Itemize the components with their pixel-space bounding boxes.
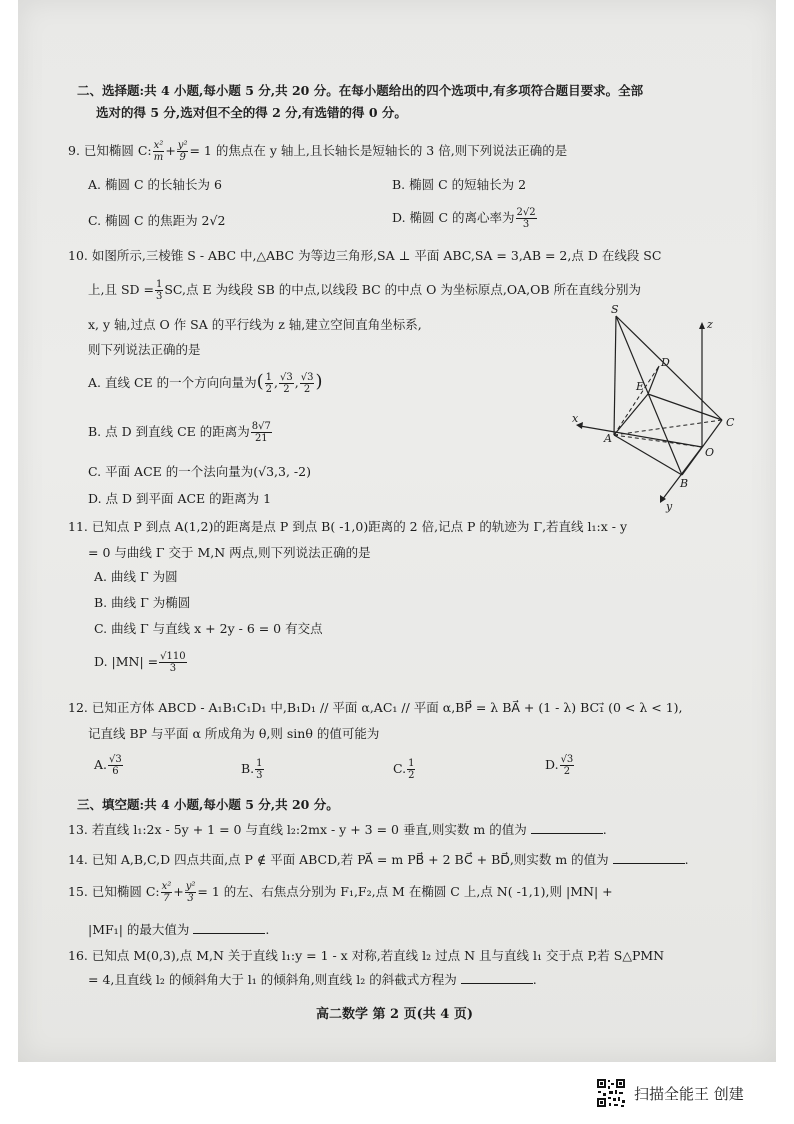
q10-line3: x, y 轴,过点 O 作 SA 的平行线为 z 轴,建立空间直角坐标系, bbox=[88, 317, 422, 332]
y-axis bbox=[662, 447, 702, 500]
label-x: x bbox=[572, 412, 579, 425]
q9-frac1: $\frac{\text{x²}}{m}$ bbox=[153, 140, 164, 163]
q9-option-b: B. 椭圆 C 的短轴长为 2 bbox=[392, 177, 527, 192]
q11-line1: 11. 已知点 P 到点 A(1,2)的距离是点 P 到点 B( -1,0)距离的 2 倍,记点 P 的轨迹为 Γ,若直线 l₁:x - y bbox=[68, 519, 628, 534]
section2-header-line2: 选对的得 5 分,选对但不全的得 2 分,有选错的得 0 分。 bbox=[96, 105, 407, 120]
scanner-label: 扫描全能王 创建 bbox=[634, 1084, 744, 1103]
q11-option-d: D. |MN| = $\frac{√110}{3}$ bbox=[94, 651, 186, 674]
q16-line1: 16. 已知点 M(0,3),点 M,N 关于直线 l₁:y = 1 - x 对称,若直线 l₂ 过点 N 且与直线 l₁ 交于点 P,若 S△PMN bbox=[68, 948, 665, 963]
q16-line2: = 4,且直线 l₂ 的倾斜角大于 l₁ 的倾斜角,则直线 l₂ 的斜截式方程为 . bbox=[88, 972, 537, 987]
edge-ac-hidden bbox=[614, 420, 722, 435]
q9-stem bbox=[68, 140, 567, 163]
q9-option-a: A. 椭圆 C 的长轴长为 6 bbox=[88, 177, 222, 192]
q15-line1: 15. 已知椭圆 C: $\frac{\text{x²}}{7}$ + $\frac{\text{y²}}{3}$ = 1 的左、右焦点分别为 F₁,F₂,点 M 在椭圆 C 上,点 N( -1,1),则 |MN| + bbox=[68, 881, 613, 904]
q14: 14. 已知 A,B,C,D 四点共面,点 P ∉ 平面 ABCD,若 PA⃗ = m PB⃗ + 2 BC⃗ + BD⃗,则实数 m 的值为 . bbox=[68, 852, 689, 867]
q12-line2: 记直线 BP 与平面 α 所成角为 θ,则 sinθ 的值可能为 bbox=[88, 726, 380, 741]
q10-line2: 上,且 SD = $\frac{1}{3}$ SC,点 E 为线段 SB 的中点,以线段 BC 的中点 O 为坐标原点,OA,OB 所在直线分别为 bbox=[88, 279, 642, 302]
label-s: S bbox=[611, 304, 619, 316]
q9-option-d: D. 椭圆 C 的离心率为 $\frac{2√2}{3}$ bbox=[392, 207, 536, 230]
q10-option-d: D. 点 D 到平面 ACE 的距离为 1 bbox=[88, 491, 272, 506]
edge-ec bbox=[648, 394, 722, 420]
label-c: C bbox=[726, 416, 735, 429]
label-b: B bbox=[680, 477, 689, 490]
section2-header-line1: 二、选择题:共 4 小题,每小题 5 分,共 20 分。在每小题给出的四个选项中,有多项符合题目要求。全部 bbox=[77, 83, 644, 98]
z-arrow-icon bbox=[699, 322, 705, 329]
q9-stem-b: = 1 的焦点在 y 轴上,且长轴长是短轴长的 3 倍,则下列说法正确的是 bbox=[189, 143, 568, 158]
q10-option-b: B. 点 D 到直线 CE 的距离为 $\frac{8√7}{21}$ bbox=[88, 421, 271, 444]
q11-option-a: A. 曲线 Γ 为圆 bbox=[94, 569, 178, 584]
q15-line2: |MF₁| 的最大值为 . bbox=[88, 922, 270, 937]
q12-option-d: D. $\frac{√3}{2}$ bbox=[545, 754, 574, 777]
q10-option-a: A. 直线 CE 的一个方向向量为( $\frac{1}{2}$ , $\frac{√3}{2}$ , $\frac{√3}{2}$ ) bbox=[88, 371, 323, 395]
edge-sa bbox=[614, 316, 616, 435]
q10-line1: 10. 如图所示,三棱锥 S - ABC 中,△ABC 为等边三角形,SA ⊥ 平面 ABC,SA = 3,AB = 2,点 D 在线段 SC bbox=[68, 248, 662, 263]
q12-option-c: C. $\frac{1}{2}$ bbox=[393, 758, 415, 781]
q10-option-c: C. 平面 ACE 的一个法向量为(√3,3, -2) bbox=[88, 464, 311, 479]
q10-line4: 则下列说法正确的是 bbox=[88, 342, 201, 357]
label-z: z bbox=[707, 318, 713, 331]
edge-sb bbox=[616, 316, 682, 475]
q11-option-c: C. 曲线 Γ 与直线 x + 2y - 6 = 0 有交点 bbox=[94, 621, 323, 636]
scanner-watermark bbox=[596, 1077, 744, 1109]
q14-answer-blank[interactable] bbox=[613, 853, 685, 864]
q9-frac2: $\frac{\text{y²}}{9}$ bbox=[177, 140, 188, 163]
q9-stem-a: 9. 已知椭圆 C: bbox=[68, 143, 152, 158]
edge-ad-hidden bbox=[614, 366, 659, 435]
label-d: D bbox=[661, 356, 670, 369]
edge-ae bbox=[614, 394, 648, 435]
section3-header: 三、填空题:共 4 小题,每小题 5 分,共 20 分。 bbox=[77, 797, 339, 812]
q15-answer-blank[interactable] bbox=[193, 923, 265, 934]
q9-option-c: C. 椭圆 C 的焦距为 2√2 bbox=[88, 213, 226, 228]
page-footer: 高二数学 第 2 页(共 4 页) bbox=[316, 1007, 474, 1022]
q9-plus: + bbox=[165, 143, 176, 158]
q13-answer-blank[interactable] bbox=[531, 823, 603, 834]
label-a: A bbox=[604, 432, 612, 445]
q9-d-frac: $\frac{2√2}{3}$ bbox=[516, 207, 536, 230]
label-e: E bbox=[636, 380, 645, 393]
q12-option-a: A. $\frac{√3}{6}$ bbox=[94, 754, 122, 777]
q10-tetrahedron-figure bbox=[566, 304, 744, 514]
label-o: O bbox=[705, 446, 715, 459]
qr-code-icon bbox=[596, 1078, 626, 1108]
x-axis bbox=[580, 426, 702, 447]
q12-option-b: B. $\frac{1}{3}$ bbox=[241, 758, 263, 781]
q11-option-b: B. 曲线 Γ 为椭圆 bbox=[94, 595, 191, 610]
q10-frac-1-3: $\frac{1}{3}$ bbox=[155, 279, 163, 302]
label-y: y bbox=[666, 500, 673, 513]
q16-answer-blank[interactable] bbox=[461, 973, 533, 984]
edge-ab bbox=[614, 435, 682, 475]
q11-line2: = 0 与曲线 Γ 交于 M,N 两点,则下列说法正确的是 bbox=[88, 545, 371, 560]
q13: 13. 若直线 l₁:2x - 5y + 1 = 0 与直线 l₂:2mx - y + 3 = 0 垂直,则实数 m 的值为 . bbox=[68, 822, 607, 837]
q12-line1: 12. 已知正方体 ABCD - A₁B₁C₁D₁ 中,B₁D₁ // 平面 α,AC₁ // 平面 α,BP⃗ = λ BA⃗ + (1 - λ) BC₁⃗ (0 < λ < 1), bbox=[68, 700, 683, 715]
